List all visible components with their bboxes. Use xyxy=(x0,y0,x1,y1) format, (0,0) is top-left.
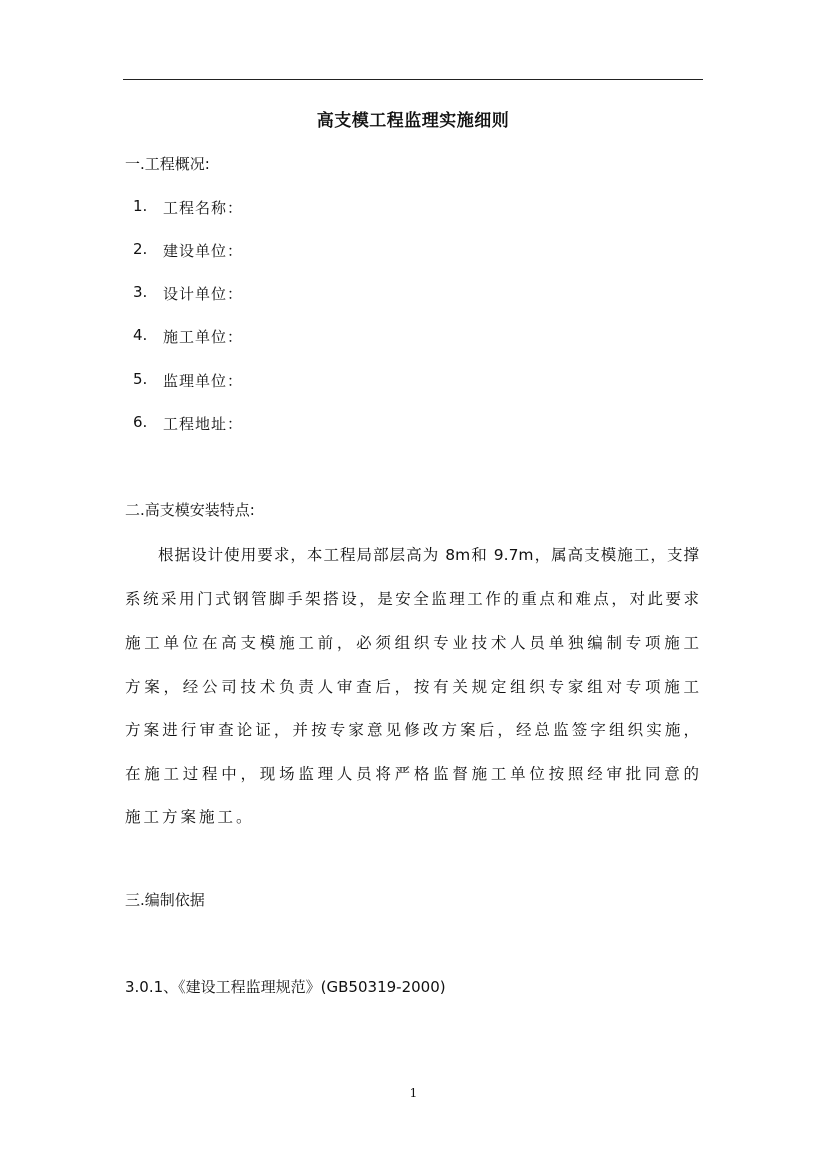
list-item-label: 施工单位： xyxy=(163,328,244,346)
document-title: 高支模工程监理实施细则 xyxy=(316,111,510,131)
list-item-label: 设计单位： xyxy=(163,285,244,303)
list-item-label: 工程地址： xyxy=(163,415,244,433)
paragraph-line: 根据设计使用要求，本工程局部层高为 8m和 9.7m，属高支模施工，支撑 xyxy=(158,546,699,564)
section-heading-basis: 三.编制依据 xyxy=(125,891,205,909)
list-item-number: 3. xyxy=(133,283,148,301)
section-heading-features: 二.高支模安装特点: xyxy=(125,501,255,519)
list-item-number: 2. xyxy=(133,240,148,258)
paragraph-line: 方案进行审查论证，并按专家意见修改方案后，经总监签字组织实施， xyxy=(125,721,699,739)
paragraph-line: 系统采用门式钢管脚手架搭设，是安全监理工作的重点和难点，对此要求 xyxy=(125,590,699,608)
header-rule xyxy=(123,79,703,80)
list-item-label: 监理单位： xyxy=(163,372,244,390)
section-heading-overview: 一.工程概况: xyxy=(125,155,210,173)
list-item-label: 建设单位： xyxy=(163,242,244,260)
list-item-label: 工程名称： xyxy=(163,199,244,217)
paragraph-line: 在施工过程中，现场监理人员将严格监督施工单位按照经审批同意的 xyxy=(125,765,699,783)
page-number: 1 xyxy=(409,1086,418,1100)
paragraph-line: 施工单位在高支模施工前，必须组织专业技术人员单独编制专项施工 xyxy=(125,634,699,652)
list-item-number: 5. xyxy=(133,370,148,388)
list-item-number: 6. xyxy=(133,413,148,431)
list-item-number: 4. xyxy=(133,326,148,344)
paragraph-line: 施工方案施工。 xyxy=(125,808,255,826)
reference-line: 3.0.1、《建设工程监理规范》(GB50319-2000) xyxy=(125,978,446,996)
paragraph-line: 方案，经公司技术负责人审查后，按有关规定组织专家组对专项施工 xyxy=(125,678,699,696)
list-item-number: 1. xyxy=(133,197,148,215)
